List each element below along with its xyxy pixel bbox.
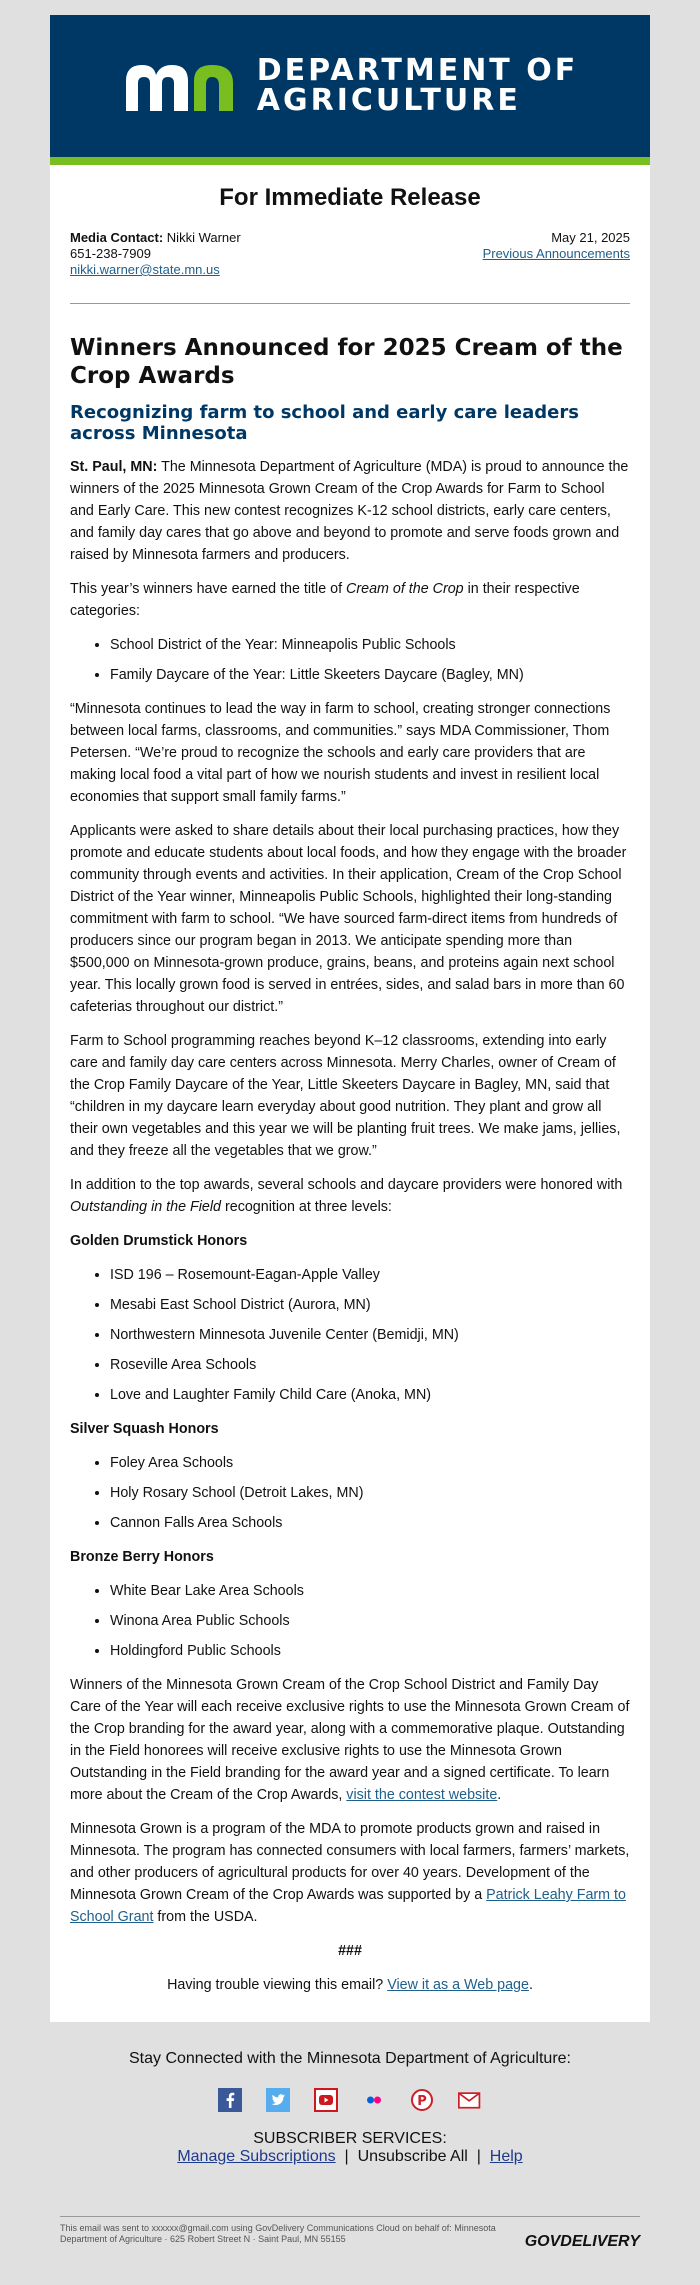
end-mark: ### <box>338 1943 362 1959</box>
manage-subscriptions-link[interactable]: Manage Subscriptions <box>177 2148 336 2165</box>
list-item: • Holy Rosary School (Detroit Lakes, MN) <box>110 1482 630 1504</box>
mn-logo-icon <box>122 59 237 114</box>
logo-line2: AGRICULTURE <box>256 83 521 118</box>
list-item: • Cannon Falls Area Schools <box>110 1512 630 1534</box>
contest-website-link[interactable]: visit the contest website <box>346 1787 498 1803</box>
trouble-text: Having trouble viewing this email? <box>167 1977 388 1993</box>
paragraph-applicants: Applicants were asked to share details about their local purchasing practices, how they promote and educate students about local foods, and how they engage with the broader community through events and activities. In their application, Cream of the Crop School District of the Year winner, Minneapolis Public Schools, highlighted their long-standing commitment with farm to school. “We have sourced farm-direct items from hundreds of producers since our program began in 2013. We anticipate spending more than $500,000 on Minnesota-grown produce, grains, beans, and proteins again next school year. This locally grown food is served in entrées, sides, and salad bars in more than 60 cafeterias throughout our district.” <box>70 823 627 1015</box>
email-icon[interactable] <box>458 2088 482 2112</box>
bronze-honors-title: Bronze Berry Honors <box>70 1549 214 1565</box>
header-banner <box>50 15 650 157</box>
logo-line1: DEPARTMENT OF <box>256 53 579 88</box>
list-item: • Mesabi East School District (Aurora, MN) <box>110 1294 630 1316</box>
content-card <box>50 165 650 2022</box>
leahy-grant-link[interactable]: Patrick Leahy Farm to School Grant <box>70 1887 626 1925</box>
branding-end: . <box>497 1787 502 1803</box>
paragraph-branding <box>70 1674 630 1806</box>
intro-text: The Minnesota Department of Agriculture (MDA) is proud to announce the winners of the 2025 Minnesota Grown Cream of the Crop Awards for Farm to School and Early Care. This new contest recognizes K-12 school districts, early care centers, and family day cares that go above and beyond to promote and serve foods grown and raised by Minnesota farmers and producers. <box>70 459 629 563</box>
list-item: • Love and Laughter Family Child Care (Anoka, MN) <box>110 1384 630 1406</box>
govdelivery-wordmark: GOVDELIVERY <box>524 2233 640 2250</box>
mn-grown-end: from the USDA. <box>153 1909 258 1925</box>
paragraph-categories <box>70 578 630 622</box>
list-item: • Winona Area Public Schools <box>110 1610 630 1632</box>
divider <box>70 303 630 304</box>
contact-label: Media Contact: <box>70 230 164 245</box>
gold-honors-list <box>70 1264 630 1406</box>
release-date: May 21, 2025 <box>551 230 630 245</box>
footer <box>0 2022 700 2251</box>
contact-email-link[interactable]: nikki.warner@state.mn.us <box>70 262 220 277</box>
trouble-viewing <box>70 1974 630 1996</box>
cream-of-crop-em: Cream of the Crop <box>346 581 464 597</box>
govdelivery-logo <box>525 2233 640 2251</box>
honors-text-b: recognition at three levels: <box>221 1199 392 1215</box>
view-web-page-link[interactable]: View it as a Web page <box>387 1977 529 1993</box>
headline: Winners Announced for 2025 Cream of the Crop Awards <box>70 335 623 389</box>
list-item: • Foley Area Schools <box>110 1452 630 1474</box>
mn-grown-text: Minnesota Grown is a program of the MDA to promote products grown and raised in Minnesota. The program has connected consumers with local farmers, farmers’ markets, and other producers of agricultural products for over 40 years. Development of the Minnesota Grown Cream of the Crop Awards was supported by a <box>70 1821 630 1903</box>
trouble-end: . <box>528 1977 533 1993</box>
paragraph-intro <box>70 456 630 566</box>
stay-connected-text: Stay Connected with the Minnesota Department of Agriculture: <box>128 2050 571 2067</box>
paragraph-early-care: Farm to School programming reaches beyond K–12 classrooms, extending into early care and family day care centers across Minnesota. Merry Charles, owner of Cream of the Crop Family Daycare of the Year, Little Skeeters Daycare in Bagley, MN, said that “children in my daycare learn everyday about good nutrition. They plant and grow all their own vegetables and this year we will be planting fruit trees. We make jams, jellies, and they freeze all the vegetables that we grow.” <box>70 1033 621 1159</box>
paragraph-honors-intro <box>70 1174 630 1218</box>
winners-list <box>70 634 630 686</box>
separator: | <box>476 2148 481 2165</box>
gold-honors-title: Golden Drumstick Honors <box>70 1233 248 1249</box>
social-icons <box>0 2088 700 2112</box>
list-item: • Family Daycare of the Year: Little Skeeters Daycare (Bagley, MN) <box>110 664 630 686</box>
contact-left <box>70 230 241 278</box>
mda-logo <box>122 53 579 118</box>
silver-honors-title: Silver Squash Honors <box>70 1421 219 1437</box>
dateline: St. Paul, MN: <box>70 459 158 475</box>
list-item: • Roseville Area Schools <box>110 1354 630 1376</box>
separator: | <box>344 2148 349 2165</box>
paragraph-commissioner-quote: “Minnesota continues to lead the way in farm to school, creating stronger connections between local farms, classrooms, and communities.” says MDA Commissioner, Thom Petersen. “We’re proud to recognize the schools and early care providers that are making local food a vital part of how we nourish students and invest in resilient local economies that support small family farms.” <box>70 701 611 805</box>
outstanding-field-em: Outstanding in the Field <box>70 1199 222 1215</box>
svg-text:P: P <box>417 2094 427 2109</box>
list-item: • White Bear Lake Area Schools <box>110 1580 630 1602</box>
list-item: • Northwestern Minnesota Juvenile Center (Bemidji, MN) <box>110 1324 630 1346</box>
twitter-icon[interactable] <box>266 2088 290 2112</box>
contact-right <box>483 230 630 278</box>
logo-wordmark <box>256 53 579 118</box>
fine-print-row <box>60 2216 640 2251</box>
list-item: • Holdingford Public Schools <box>110 1640 630 1662</box>
subscriber-links <box>0 2148 700 2166</box>
branding-text: Winners of the Minnesota Grown Cream of the Crop School District and Family Day Care of the Year will each receive exclusive rights to use the Minnesota Grown Cream of the Crop branding for the award year, along with a commemorative plaque. Outstanding in the Field honorees will receive exclusive rights to use the Minnesota Grown Outstanding in the Field branding for the award year and a signed certificate. To learn more about the Cream of the Crop Awards, <box>70 1677 630 1803</box>
bronze-honors-list <box>70 1580 630 1662</box>
release-title: For Immediate Release <box>219 184 481 211</box>
list-item: • School District of the Year: Minneapolis Public Schools <box>110 634 630 656</box>
pinterest-icon[interactable] <box>410 2088 434 2112</box>
categories-text-b: in their respective categories: <box>70 581 580 619</box>
contact-phone: 651-238-7909 <box>70 246 151 261</box>
list-item: • ISD 196 – Rosemount-Eagan-Apple Valley <box>110 1264 630 1286</box>
help-link[interactable]: Help <box>489 2148 523 2165</box>
paragraph-mn-grown <box>70 1818 630 1928</box>
email-container <box>50 0 650 2022</box>
youtube-icon[interactable] <box>314 2088 338 2112</box>
green-accent-bar <box>50 157 650 165</box>
contact-name: Nikki Warner <box>166 230 241 245</box>
flickr-icon[interactable] <box>362 2088 386 2112</box>
unsubscribe-all-link[interactable]: Unsubscribe All <box>357 2148 468 2165</box>
subheadline: Recognizing farm to school and early care leaders across Minnesota <box>70 402 579 444</box>
contact-block <box>70 230 630 278</box>
silver-honors-list <box>70 1452 630 1534</box>
categories-text-a: This year’s winners have earned the title of <box>70 581 347 597</box>
facebook-icon[interactable] <box>218 2088 242 2112</box>
subscriber-services-title: SUBSCRIBER SERVICES: <box>253 2130 447 2147</box>
previous-announcements-link[interactable]: Previous Announcements <box>482 246 630 261</box>
honors-text-a: In addition to the top awards, several schools and daycare providers were honored with <box>70 1177 623 1193</box>
fine-print: This email was sent to xxxxxx@gmail.com using GovDelivery Communications Cloud on behalf of: Minnesota Department of Agriculture · 625 Robert Street N · Saint Paul, MN 55155 <box>60 2223 496 2244</box>
